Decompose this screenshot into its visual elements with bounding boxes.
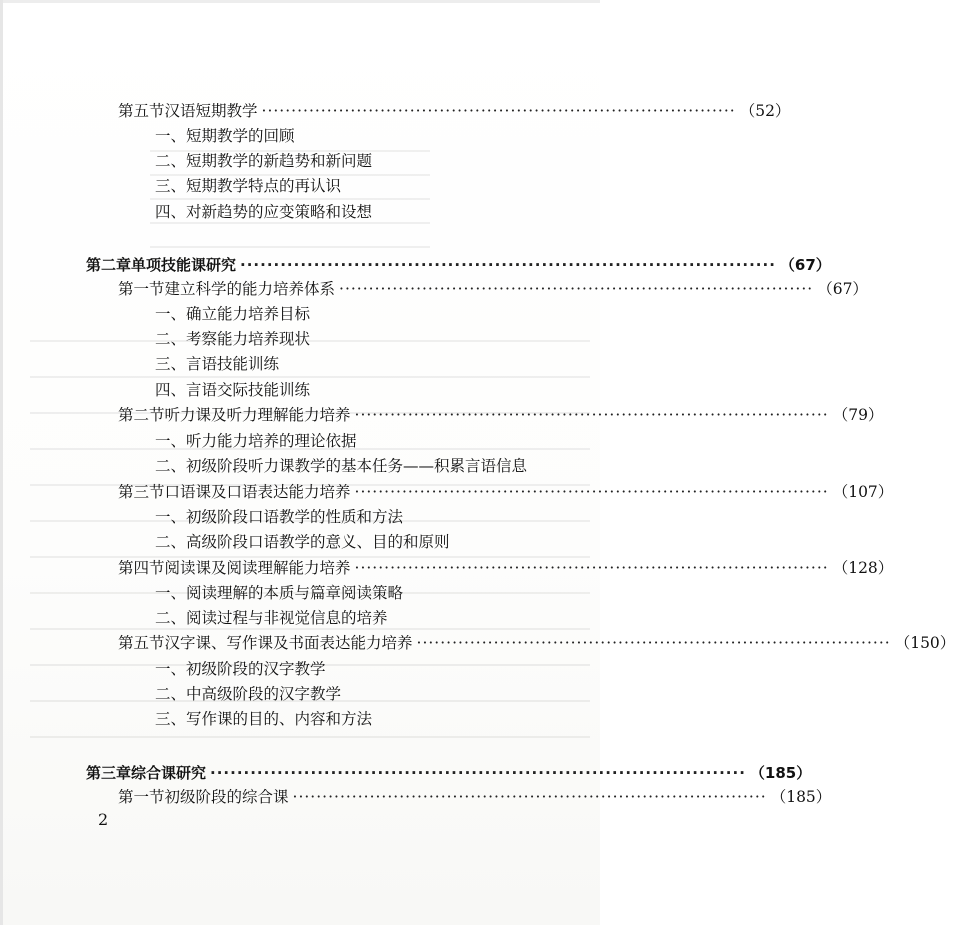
section-title: 听力课及听力理解能力培养 <box>164 406 351 424</box>
section-title: 初级阶段的综合课 <box>164 788 289 806</box>
dot-leader: ················································································ <box>416 634 891 652</box>
dot-leader: ················································································ <box>210 764 746 782</box>
page-reference: （67） <box>817 280 868 298</box>
chapter-title: 单项技能课研究 <box>131 256 237 274</box>
page-reference: （185） <box>770 788 832 806</box>
toc-item: 三、短期教学特点的再认识 <box>155 177 342 195</box>
scan-edge-top <box>0 0 600 3</box>
page-reference: （67） <box>779 256 831 274</box>
toc-item: 二、初级阶段听力课教学的基本任务——积累言语信息 <box>155 457 528 475</box>
dot-leader: ················································································ <box>339 280 814 298</box>
section-title: 阅读课及阅读理解能力培养 <box>164 559 351 577</box>
toc-item: 三、言语技能训练 <box>155 355 280 373</box>
toc-item: 一、初级阶段的汉字教学 <box>155 660 326 678</box>
section-title: 建立科学的能力培养体系 <box>164 280 336 298</box>
scan-edge-left <box>0 0 3 925</box>
toc-section-row <box>118 634 955 652</box>
page-reference: （185） <box>749 764 812 782</box>
toc-item: 二、阅读过程与非视觉信息的培养 <box>155 609 388 627</box>
chapter-title: 综合课研究 <box>131 764 207 782</box>
page-reference: （128） <box>832 559 894 577</box>
toc-section-row <box>118 559 894 577</box>
toc-section-row <box>118 406 884 424</box>
chapter-number: 第二章 <box>86 256 132 274</box>
dot-leader: ················································································ <box>261 102 736 120</box>
section-number: 第一节 <box>118 788 165 806</box>
section-title: 口语课及口语表达能力培养 <box>164 483 351 501</box>
dot-leader: ················································································ <box>354 483 829 501</box>
toc-item: 四、言语交际技能训练 <box>155 381 311 399</box>
section-number: 第一节 <box>118 280 165 298</box>
toc-item: 二、短期教学的新趋势和新问题 <box>155 152 373 170</box>
toc-section-row <box>118 788 832 806</box>
dot-leader: ················································································ <box>240 256 776 274</box>
toc-item: 三、写作课的目的、内容和方法 <box>155 710 373 728</box>
toc-item: 一、初级阶段口语教学的性质和方法 <box>155 508 404 526</box>
page-reference: （107） <box>832 483 894 501</box>
toc-section-row <box>118 102 791 120</box>
section-number: 第四节 <box>118 559 165 577</box>
page-reference: （150） <box>894 634 955 652</box>
dot-leader: ················································································ <box>354 559 829 577</box>
section-number: 第二节 <box>118 406 165 424</box>
section-number: 第三节 <box>118 483 165 501</box>
page-reference: （79） <box>832 406 884 424</box>
page-reference: （52） <box>739 102 791 120</box>
toc-section-row <box>118 483 894 501</box>
section-title: 汉字课、写作课及书面表达能力培养 <box>164 634 413 652</box>
toc-chapter-row <box>86 256 831 274</box>
toc-item: 四、对新趋势的应变策略和设想 <box>155 203 373 221</box>
toc-section-row <box>118 280 868 298</box>
toc-item: 一、确立能力培养目标 <box>155 305 311 323</box>
section-number: 第五节 <box>118 634 165 652</box>
section-title: 汉语短期教学 <box>164 102 258 120</box>
toc-item: 二、高级阶段口语教学的意义、目的和原则 <box>155 533 450 551</box>
toc-chapter-row <box>86 764 812 782</box>
toc-item: 一、阅读理解的本质与篇章阅读策略 <box>155 584 404 602</box>
section-number: 第五节 <box>118 102 165 120</box>
dot-leader: ················································································ <box>354 406 829 424</box>
chapter-number: 第三章 <box>86 764 132 782</box>
page-number: 2 <box>98 810 109 829</box>
dot-leader: ················································································ <box>292 788 767 806</box>
toc-item: 二、中高级阶段的汉字教学 <box>155 685 342 703</box>
toc-item: 一、短期教学的回顾 <box>155 127 295 145</box>
toc-item: 二、考察能力培养现状 <box>155 330 311 348</box>
toc-item: 一、听力能力培养的理论依据 <box>155 432 357 450</box>
